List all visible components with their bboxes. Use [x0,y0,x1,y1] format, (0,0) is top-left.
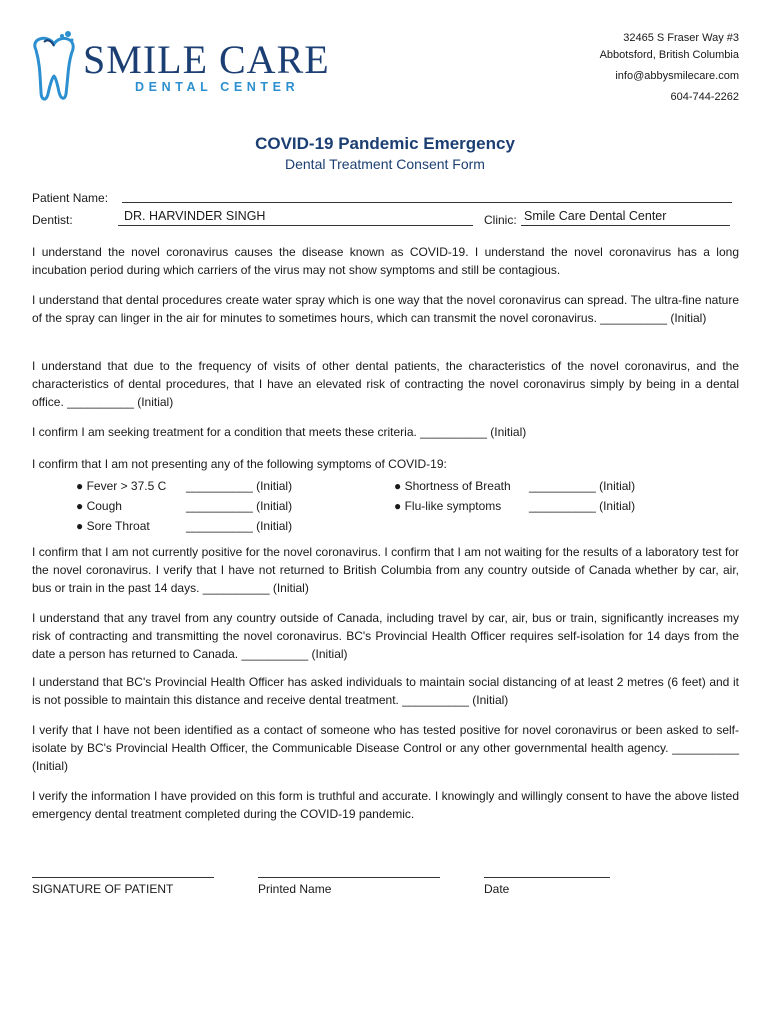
clinic-label: Clinic: [484,213,517,227]
dentist-field-line[interactable] [118,225,473,226]
paragraph-travel: I understand that any travel from any country outside of Canada, including travel by car, air, bus or train, significantly increases my risk of contracting and transmitting the novel coronavirus. BC's Provincial Health Officer requires self-isolation for 14 days from the date a person has returned to Canada. __________ (Initial) [32,611,739,661]
clinic-value[interactable]: Smile Care Dental Center [524,209,667,223]
symptom-cough: ● Cough [76,499,122,513]
printed-name-line[interactable] [258,876,440,878]
symptom-fever: ● Fever > 37.5 C [76,479,167,493]
paragraph-treatment-criteria: I confirm I am seeking treatment for a condition that meets these criteria. __________ (Initial) [32,425,527,439]
patient-name-label: Patient Name: [32,191,109,205]
paragraph-consent: I verify the information I have provided on this form is truthful and accurate. I knowingly and willingly consent to have the above listed emergency dental treatment completed during the COVID-19 pandemic. [32,789,739,821]
paragraph-contact-verification: I verify that I have not been identified as a contact of someone who has tested positive for novel coronavirus or been asked to self-isolate by BC's Provincial Health Officer, the Communicable Disease Control or any other governmental health agency. __________ (Initial) [32,723,739,773]
paragraph-not-positive: I confirm that I am not currently positive for the novel coronavirus. I confirm that I am not waiting for the results of a laboratory test for the novel coronavirus. I verify that I have not returned to British Columbia from any country outside of Canada whether by car, air, bus or train in the past 14 days. __________ (Initial) [32,545,739,595]
printed-name-block[interactable] [258,876,440,896]
date-block[interactable] [484,876,610,896]
symptom-shortness-of-breath: ● Shortness of Breath [394,479,511,493]
symptom-sore-throat: ● Sore Throat [76,519,150,533]
clinic-field-line[interactable] [521,225,730,226]
tooth-icon [28,28,80,108]
contact-email[interactable]: info@abbysmilecare.com [615,70,739,82]
date-line[interactable] [484,876,610,878]
clinic-logo [28,28,348,108]
paragraph-elevated-risk: I understand that due to the frequency of visits of other dental patients, the characteristics of the novel coronavirus, and the characteristics of dental procedures, that I have an elevated risk of contracting the novel coronavirus simply by being in a dental office. __________ (Initial) [32,359,739,409]
paragraph-water-spray: I understand that dental procedures create water spray which is one way that the novel coronavirus can spread. The ultra-fine nature of the spray can linger in the air for minutes to sometimes hours, which can transmit the novel coronavirus. __________ (Initial) [32,293,739,325]
address-line-1: 32465 S Fraser Way #3 [623,32,739,44]
symptom-flu-like: ● Flu-like symptoms [394,499,502,513]
date-label: Date [484,882,510,896]
signature-patient-label: SIGNATURE OF PATIENT [32,882,174,896]
symptom-breath-initial[interactable]: __________ (Initial) [529,479,636,493]
paragraph-symptoms-intro: I confirm that I am not presenting any of the following symptoms of COVID-19: [32,457,447,471]
paragraph-social-distancing: I understand that BC's Provincial Health Officer has asked individuals to maintain social distancing of at least 2 metres (6 feet) and it is not possible to maintain this distance and receive dental treatment. __________ (Initial) [32,675,739,707]
symptom-fever-initial[interactable]: __________ (Initial) [186,479,293,493]
logo-name: SMILE CARE [83,37,330,82]
symptom-sore-throat-initial[interactable]: __________ (Initial) [186,519,293,533]
contact-block [600,30,739,106]
symptom-cough-initial[interactable]: __________ (Initial) [186,499,293,513]
logo-subtitle: DENTAL CENTER [135,80,300,94]
contact-phone: 604-744-2262 [670,91,739,103]
address-line-2: Abbotsford, British Columbia [599,49,739,61]
printed-name-label: Printed Name [258,882,332,896]
form-subtitle: Dental Treatment Consent Form [285,156,485,172]
dentist-value[interactable]: DR. HARVINDER SINGH [124,209,266,223]
form-title: COVID-19 Pandemic Emergency [255,134,515,153]
signature-patient-line[interactable] [32,876,214,878]
symptom-flu-initial[interactable]: __________ (Initial) [529,499,636,513]
dentist-label: Dentist: [32,213,73,227]
patient-name-field[interactable] [122,202,732,203]
paragraph-covid-awareness: I understand the novel coronavirus causes the disease known as COVID-19. I understand the novel coronavirus has a long incubation period during which carriers of the virus may not show symptoms and still be contagious. [32,245,739,277]
signature-patient-block[interactable] [32,876,214,896]
